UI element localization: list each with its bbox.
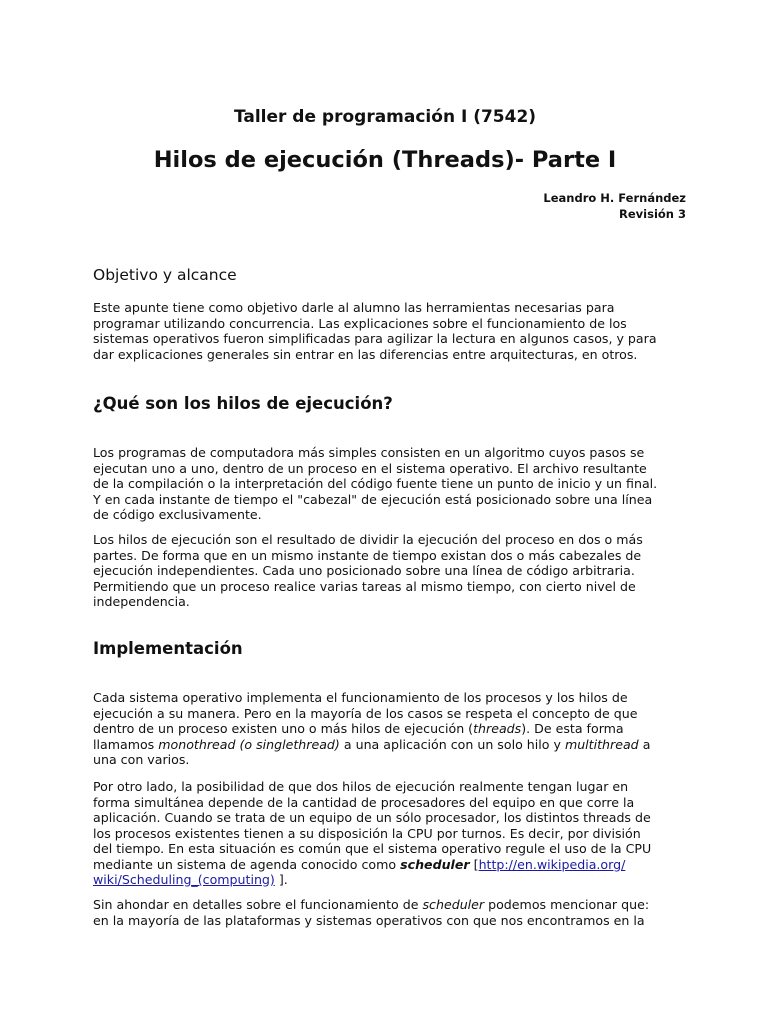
text-line: del tiempo. En esta situación es común que el sistema operativo regule el uso de la CPU bbox=[93, 841, 652, 856]
text-line: ejecutan uno a uno, dentro de un proceso en el sistema operativo. El archivo resultante bbox=[93, 460, 647, 476]
text-line bbox=[93, 721, 673, 737]
heading-que-son: ¿Qué son los hilos de ejecución? bbox=[93, 394, 393, 413]
text-run: mediante un sistema de agenda conocido como bbox=[93, 856, 401, 872]
text-run: ]. bbox=[274, 872, 288, 887]
scheduling-link-part-1[interactable]: http://en.wikipedia.org/ bbox=[478, 856, 626, 872]
text-line: partes. De forma que en un mismo instante de tiempo existan dos o más cabezales de bbox=[93, 547, 642, 563]
paragraph-objetivo bbox=[93, 300, 673, 362]
paragraph-que-son-1 bbox=[93, 445, 673, 523]
text-line: Permitiendo que un proceso realice varias tareas al mismo tiempo, con cierto nivel de bbox=[93, 578, 636, 594]
text-line: ejecución independientes. Cada uno posicionado sobre una línea de código arbitraria. bbox=[93, 563, 635, 578]
text-line: Cada sistema operativo implementa el funcionamiento de los procesos y los hilos de bbox=[93, 690, 628, 705]
text-line: Los programas de computadora más simples consisten en un algoritmo cuyos pasos se bbox=[93, 445, 645, 460]
text-line: dar explicaciones generales sin entrar en las diferencias entre arquitecturas, en otros. bbox=[93, 346, 638, 362]
text-line: programar utilizando concurrencia. Las explicaciones sobre el funcionamiento de los bbox=[93, 315, 627, 331]
text-run: [ bbox=[469, 856, 479, 872]
text-line: una con varios. bbox=[93, 752, 190, 767]
text-line: independencia. bbox=[93, 594, 190, 609]
text-line: los procesos existentes tienen a su disposición la CPU por turnos. Es decir, por división bbox=[93, 825, 641, 841]
paragraph-implementacion-2 bbox=[93, 779, 673, 888]
term-scheduler-italic: scheduler bbox=[422, 897, 485, 912]
text-line: Este apunte tiene como objetivo darle al alumno las herramientas necesarias para bbox=[93, 300, 615, 315]
author-block bbox=[543, 190, 686, 222]
text-run: Sin ahondar en detalles sobre el funcionamiento de bbox=[93, 897, 423, 912]
text-run: a una aplicación con un solo hilo y bbox=[339, 736, 565, 752]
heading-objetivo: Objetivo y alcance bbox=[93, 266, 237, 284]
text-line: forma simultánea depende de la cantidad de procesadores del equipo en que corre la bbox=[93, 794, 635, 810]
paragraph-implementacion-1 bbox=[93, 690, 673, 768]
scheduling-link-part-2[interactable]: wiki/Scheduling_(computing) bbox=[93, 872, 275, 887]
text-line bbox=[93, 737, 673, 753]
text-line: de la compilación o la interpretación del código fuente tiene un punto de inicio y un final. bbox=[93, 476, 658, 491]
term-multithread: multithread bbox=[564, 736, 639, 752]
text-line: de código exclusivamente. bbox=[93, 507, 262, 522]
text-run: a bbox=[638, 736, 651, 752]
text-line: en la mayoría de las plataformas y sistemas operativos con que nos encontramos en la bbox=[93, 912, 645, 928]
text-line: Los hilos de ejecución son el resultado de dividir la ejecución del proceso en dos o más bbox=[93, 532, 643, 547]
term-monothread: monothread (o singlethread) bbox=[158, 736, 340, 752]
heading-implementacion: Implementación bbox=[93, 639, 243, 658]
text-line: ejecución a su manera. Pero en la mayoría de los casos se respeta el concepto de que bbox=[93, 705, 638, 721]
course-title: Taller de programación I (7542) bbox=[233, 107, 537, 127]
author-name: Leandro H. Fernández bbox=[543, 191, 686, 205]
paragraph-implementacion-3 bbox=[93, 897, 673, 928]
paragraph-que-son-2 bbox=[93, 532, 673, 610]
text-run: podemos mencionar que: bbox=[484, 897, 650, 912]
text-line: aplicación. Cuando se trata de un equipo de un sólo procesador, los distintos threads de bbox=[93, 810, 651, 825]
text-line bbox=[93, 857, 673, 873]
document-title: Hilos de ejecución (Threads)- Parte I bbox=[153, 147, 617, 173]
text-line: sistemas operativos fueron simplificadas para agilizar la lectura en algunos casos, y para bbox=[93, 331, 657, 346]
term-threads: threads bbox=[473, 721, 522, 736]
revision-label: Revisión 3 bbox=[619, 207, 686, 221]
term-scheduler: scheduler bbox=[400, 856, 470, 872]
text-line: Y en cada instante de tiempo el "cabezal" de ejecución está posicionado sobre una línea bbox=[93, 491, 653, 507]
text-run: dentro de un proceso existen uno o más hilos de ejecución ( bbox=[93, 721, 474, 736]
text-line bbox=[93, 872, 673, 888]
text-run: llamamos bbox=[93, 736, 159, 752]
text-line: Por otro lado, la posibilidad de que dos hilos de ejecución realmente tengan lugar en bbox=[93, 779, 629, 794]
text-line bbox=[93, 897, 673, 913]
text-run: ). De esta forma bbox=[521, 721, 624, 736]
